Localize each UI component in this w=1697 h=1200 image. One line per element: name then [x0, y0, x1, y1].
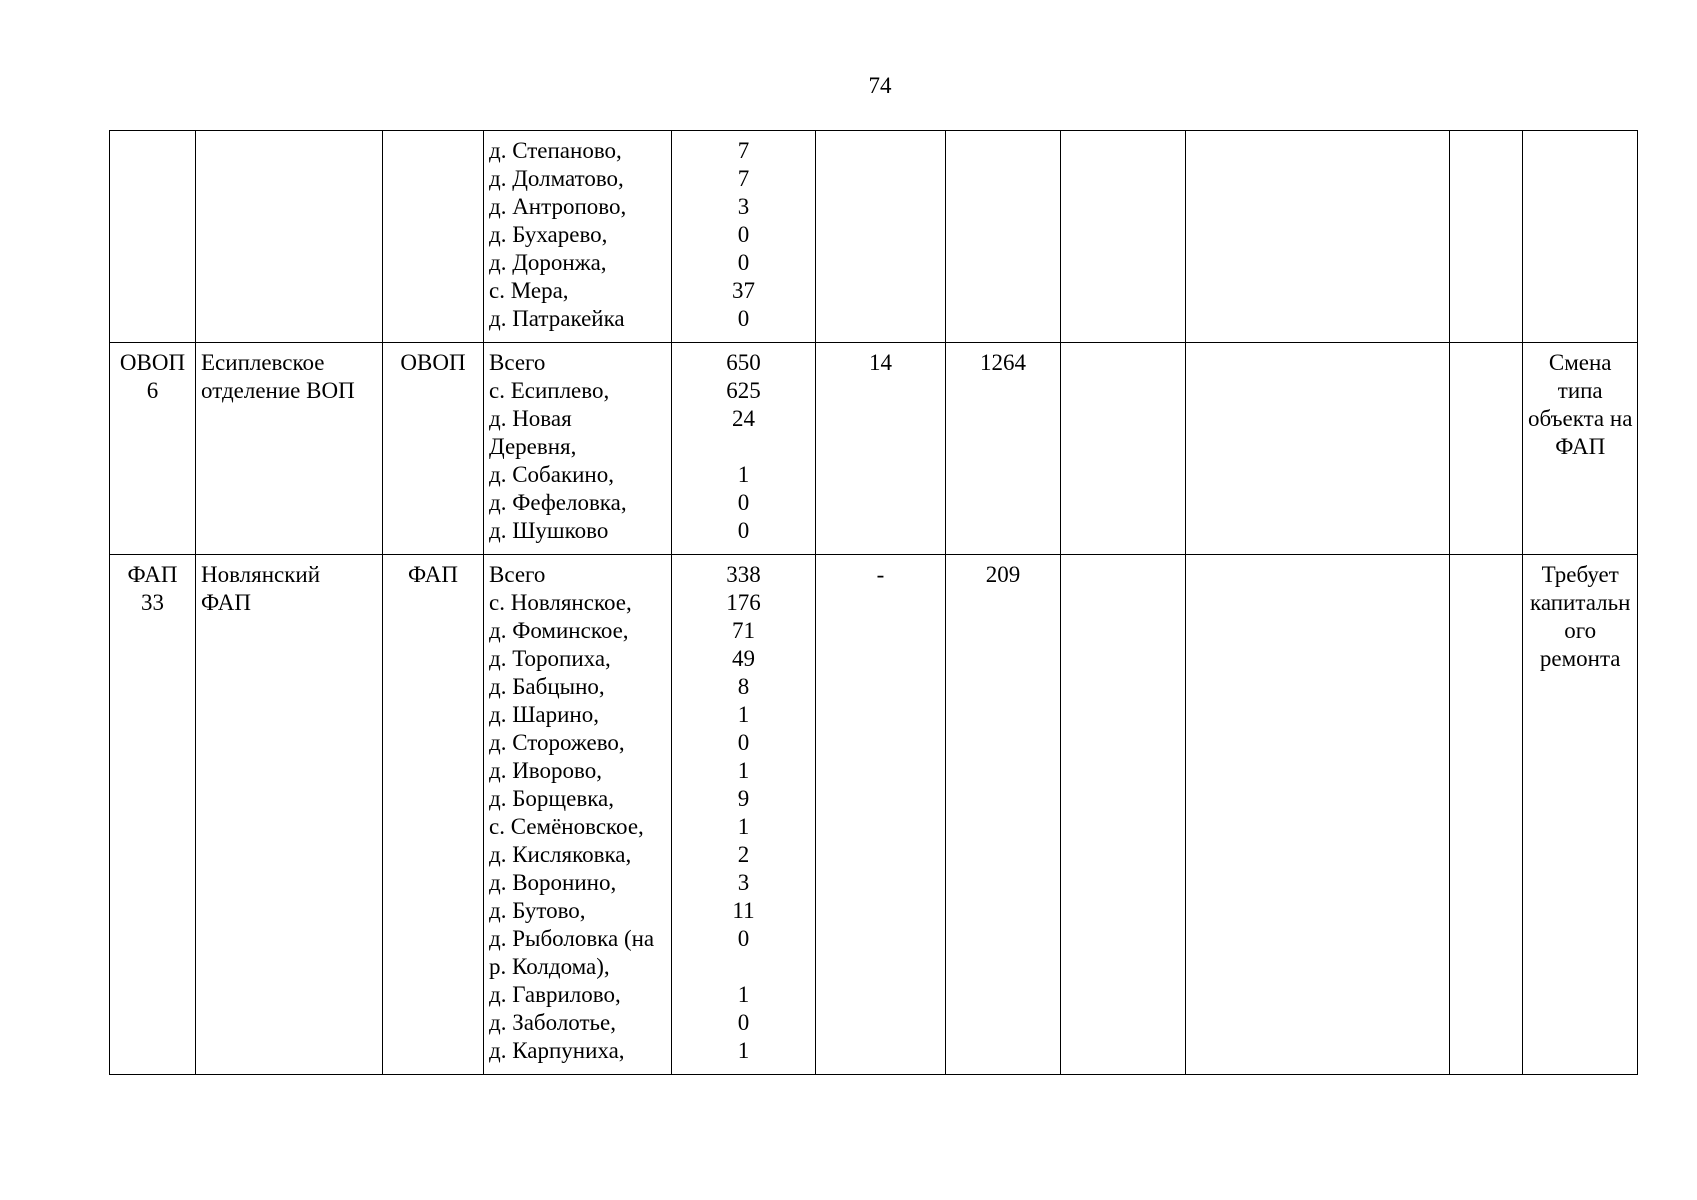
- note-line: Требует: [1541, 562, 1619, 587]
- population-line: 0: [737, 518, 750, 543]
- settlements-line: с. Новлянское,: [489, 590, 632, 615]
- type-cell: [383, 131, 484, 343]
- population-line: 1: [737, 758, 750, 783]
- note-line: Смена: [1548, 350, 1612, 375]
- code-line: ОВОП: [119, 350, 186, 375]
- note-cell: [1523, 555, 1638, 1075]
- settlements-line: д. Шарино,: [489, 702, 599, 727]
- population-line: 8: [737, 674, 750, 699]
- code-cell: [110, 131, 196, 343]
- population-line: 176: [726, 590, 761, 615]
- name-cell: [196, 555, 383, 1075]
- note-line: ого: [1564, 618, 1597, 643]
- empty-cell: [1186, 555, 1450, 1075]
- empty-cell: [1450, 131, 1523, 343]
- population-line: 0: [737, 222, 750, 247]
- settlements-line: с. Есиплево,: [489, 378, 610, 403]
- type-value: ФАП: [408, 562, 458, 587]
- note-line: ремонта: [1539, 646, 1621, 671]
- facilities-table: [109, 130, 1638, 1075]
- col7-value: 1264: [980, 350, 1026, 375]
- empty-cell: [1450, 343, 1523, 555]
- note-line: объекта на: [1528, 406, 1633, 431]
- population-line: 3: [737, 194, 750, 219]
- empty-cell: [1061, 343, 1186, 555]
- settlements-line: с. Семёновское,: [489, 814, 644, 839]
- settlements-line: д. Кисляковка,: [489, 842, 632, 867]
- note-line: капитальн: [1530, 590, 1631, 615]
- population-line: 0: [737, 1010, 750, 1035]
- population-cell: [672, 131, 816, 343]
- settlements-cell: [484, 343, 672, 555]
- settlements-cell: [484, 555, 672, 1075]
- population-line: 11: [732, 898, 755, 923]
- empty-cell: [1061, 131, 1186, 343]
- settlements-cell: [484, 131, 672, 343]
- name-line: Новлянский: [201, 562, 321, 587]
- population-line: 7: [737, 138, 750, 163]
- col6-value: 14: [869, 350, 892, 375]
- name-cell: [196, 343, 383, 555]
- settlements-line: д. Фефеловка,: [489, 490, 627, 515]
- population-line: 1: [737, 1038, 750, 1063]
- settlements-line: д. Доронжа,: [489, 250, 607, 275]
- population-line: 24: [732, 406, 755, 431]
- population-line: 0: [737, 730, 750, 755]
- note-cell: [1523, 131, 1638, 343]
- col7-value: [951, 137, 1055, 165]
- settlements-line: д. Бутово,: [489, 898, 586, 923]
- type-cell: [383, 555, 484, 1075]
- type-value: ОВОП: [400, 350, 466, 375]
- population-line: 2: [737, 842, 750, 867]
- col6-cell: [816, 131, 946, 343]
- settlements-line: д. Бухарево,: [489, 222, 608, 247]
- table-row: [110, 131, 1638, 343]
- population-line: 9: [737, 786, 750, 811]
- settlements-line: д. Степаново,: [489, 138, 622, 163]
- name-line: Есиплевское: [201, 350, 325, 375]
- settlements-line: с. Мера,: [489, 278, 569, 303]
- settlements-line: д. Антропово,: [489, 194, 627, 219]
- settlements-line: д. Карпуниха,: [489, 1038, 625, 1063]
- code-line: 6: [146, 378, 159, 403]
- population-line: 71: [732, 618, 755, 643]
- population-line: 1: [737, 702, 750, 727]
- settlements-line: д. Воронино,: [489, 870, 617, 895]
- population-line: 49: [732, 646, 755, 671]
- empty-cell: [1186, 131, 1450, 343]
- population-line: 650: [726, 350, 761, 375]
- code-line: 33: [141, 590, 164, 615]
- settlements-line: д. Патракейка: [489, 306, 625, 331]
- population-line: [677, 433, 810, 461]
- code-line: ФАП: [127, 562, 178, 587]
- population-line: 0: [737, 926, 750, 951]
- col6-cell: [816, 343, 946, 555]
- population-line: 1: [737, 982, 750, 1007]
- settlements-line: д. Торопиха,: [489, 646, 611, 671]
- page-number: 74: [868, 73, 892, 98]
- settlements-line: д. Фоминское,: [489, 618, 629, 643]
- population-line: 1: [737, 462, 750, 487]
- settlements-line: д. Собакино,: [489, 462, 614, 487]
- population-cell: [672, 343, 816, 555]
- col7-cell: [946, 343, 1061, 555]
- settlements-line: д. Рыболовка (на: [489, 926, 655, 951]
- col7-cell: [946, 131, 1061, 343]
- table-row: [110, 555, 1638, 1075]
- empty-cell: [1450, 555, 1523, 1075]
- empty-cell: [1061, 555, 1186, 1075]
- empty-cell: [1186, 343, 1450, 555]
- population-line: 0: [737, 490, 750, 515]
- col6-cell: [816, 555, 946, 1075]
- population-line: 1: [737, 814, 750, 839]
- col6-value: -: [876, 562, 885, 587]
- population-line: 7: [737, 166, 750, 191]
- settlements-line: д. Заболотье,: [489, 1010, 617, 1035]
- table-row: [110, 343, 1638, 555]
- code-cell: [110, 343, 196, 555]
- type-cell: [383, 343, 484, 555]
- col7-cell: [946, 555, 1061, 1075]
- note-line: ФАП: [1555, 434, 1606, 459]
- settlements-line: д. Гаврилово,: [489, 982, 621, 1007]
- settlements-line: д. Долматово,: [489, 166, 624, 191]
- settlements-line: д. Борщевка,: [489, 786, 614, 811]
- settlements-line: Всего: [489, 350, 546, 375]
- name-line: ФАП: [201, 590, 251, 615]
- population-line: 0: [737, 250, 750, 275]
- population-line: 3: [737, 870, 750, 895]
- settlements-line: д. Сторожево,: [489, 730, 625, 755]
- population-line: 37: [732, 278, 755, 303]
- settlements-line: р. Колдома),: [489, 954, 610, 979]
- settlements-line: д. Шушково: [489, 518, 609, 543]
- population-line: [677, 953, 810, 981]
- population-line: 0: [737, 306, 750, 331]
- settlements-line: д. Новая: [489, 406, 572, 431]
- col6-value: [821, 137, 940, 165]
- type-value: [388, 137, 478, 165]
- settlements-line: д. Бабцыно,: [489, 674, 605, 699]
- settlements-line: Всего: [489, 562, 546, 587]
- settlements-line: д. Иворово,: [489, 758, 602, 783]
- note-cell: [1523, 343, 1638, 555]
- population-line: 338: [726, 562, 761, 587]
- code-cell: [110, 555, 196, 1075]
- population-line: 625: [726, 378, 761, 403]
- population-cell: [672, 555, 816, 1075]
- name-cell: [196, 131, 383, 343]
- note-line: типа: [1557, 378, 1603, 403]
- col7-value: 209: [985, 562, 1021, 587]
- settlements-line: Деревня,: [489, 434, 577, 459]
- name-line: отделение ВОП: [201, 378, 355, 403]
